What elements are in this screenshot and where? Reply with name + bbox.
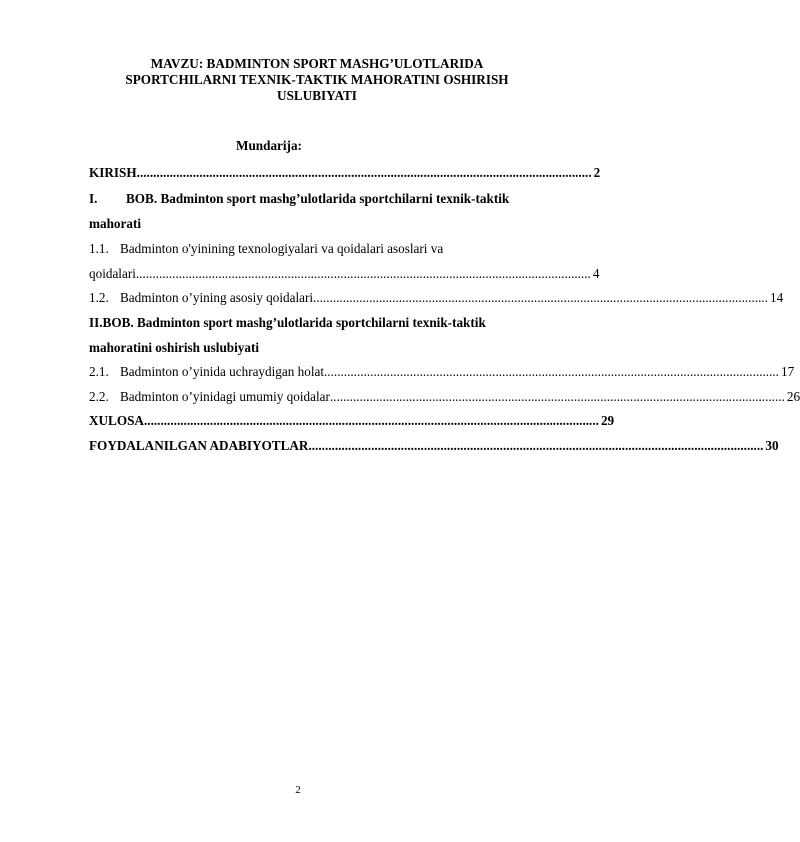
toc-entry-kirish[interactable]	[89, 165, 601, 181]
toc-entry-1-2[interactable]	[89, 290, 784, 306]
toc-page-number: 4	[592, 266, 600, 281]
toc-leader-dots: ..........................................................................................................................................	[329, 389, 785, 404]
toc-entry-chapter-1[interactable]	[89, 191, 509, 207]
toc-leader-dots: ..........................................................................................................................................	[313, 290, 768, 305]
toc-entry-label: FOYDALANILGAN ADABIYOTLAR	[89, 438, 309, 453]
toc-entry-number: 2.2.	[89, 389, 109, 404]
toc-entry-label: XULOSA	[89, 413, 144, 428]
title-line-2: SPORTCHILARNI TEXNIK-TAKTIK MAHORATINI OSHIRISH	[125, 72, 509, 88]
toc-entry-number: 2.1.	[89, 364, 109, 379]
toc-entry-label: Badminton o’yining asosiy qoidalari	[120, 290, 314, 305]
toc-leader-dots: ..........................................................................................................................................	[308, 438, 764, 453]
toc-entry-2-1[interactable]	[89, 364, 795, 380]
toc-entry-label: KIRISH	[89, 165, 137, 180]
toc-entry-chapter-2[interactable]: II.BOB. Badminton sport mashg’ulotlarida sportchilarni texnik-taktik	[89, 315, 486, 330]
toc-leader-dots: ..........................................................................................................................................	[135, 266, 591, 281]
toc-entry-1-1[interactable]	[89, 241, 443, 257]
page-number-footer: 2	[295, 784, 301, 796]
toc-entry-label: Badminton o’yinidagi umumiy qoidalar	[120, 389, 330, 404]
title-line-1: MAVZU: BADMINTON SPORT MASHG’ULOTLARIDA	[150, 56, 484, 71]
toc-entry-chapter-1-continued: mahorati	[89, 216, 142, 231]
toc-page-number: 2	[593, 165, 601, 180]
toc-entry-xulosa[interactable]	[89, 413, 615, 429]
toc-heading: Mundarija:	[236, 138, 302, 153]
toc-entry-label: qoidalari	[89, 266, 136, 281]
toc-entry-number: I.	[89, 191, 98, 206]
toc-entry-references[interactable]	[89, 438, 779, 454]
toc-page-number: 17	[780, 364, 795, 379]
toc-entry-2-2[interactable]	[89, 389, 800, 405]
toc-entry-number: 1.1.	[89, 241, 109, 256]
toc-page-number: 29	[600, 413, 615, 428]
toc-page-number: 26	[786, 389, 800, 404]
document-title	[95, 56, 539, 105]
toc-entry-number: 1.2.	[89, 290, 109, 305]
toc-entry-1-1-continued[interactable]	[89, 266, 600, 282]
toc-page-number: 14	[770, 290, 784, 305]
toc-leader-dots: ..........................................................................................................................................	[143, 413, 599, 428]
toc-entry-chapter-2-continued: mahoratini oshirish uslubiyati	[89, 340, 260, 355]
toc-page-number: 30	[765, 438, 779, 453]
toc-leader-dots: ..........................................................................................................................................	[136, 165, 592, 180]
toc-leader-dots: ..........................................................................................................................................	[324, 364, 779, 379]
title-line-3: USLUBIYATI	[277, 88, 357, 104]
toc-entry-label: Badminton o'yinining texnologiyalari va qoidalari asoslari va	[120, 241, 444, 256]
toc-entry-label: BOB. Badminton sport mashg’ulotlarida sportchilarni texnik-taktik	[126, 191, 510, 206]
toc-entry-label: Badminton o’yinida uchraydigan holat	[120, 364, 324, 379]
